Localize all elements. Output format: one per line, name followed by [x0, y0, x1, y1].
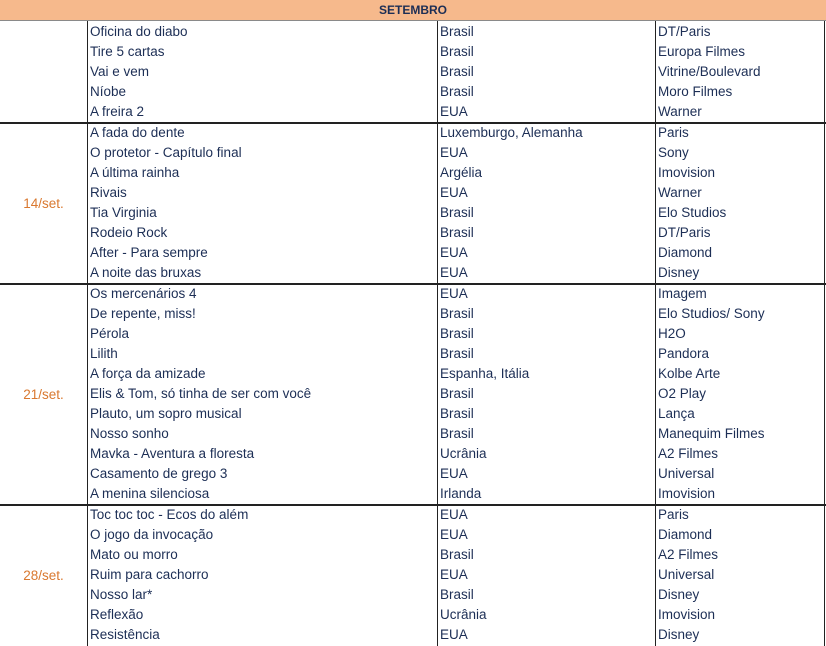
cell-country: EUA: [440, 507, 468, 522]
cell-country: Espanha, Itália: [440, 366, 530, 381]
table-row: [0, 424, 826, 444]
table-row: [0, 123, 826, 143]
table-row: [0, 565, 826, 585]
cell-distributor: Kolbe Arte: [658, 366, 721, 381]
table-row: [0, 163, 826, 183]
cell-country: Brasil: [440, 426, 474, 441]
cell-title: Mavka - Aventura a floresta: [90, 446, 255, 461]
cell-country: EUA: [440, 466, 468, 481]
table-row: [0, 82, 826, 102]
cell-title: De repente, miss!: [90, 306, 196, 321]
cell-distributor: Elo Studios/ Sony: [658, 306, 765, 321]
table-row: [0, 183, 826, 203]
cell-distributor: Elo Studios: [658, 205, 727, 220]
cell-country: Brasil: [440, 24, 474, 39]
cell-country: Brasil: [440, 386, 474, 401]
table-row: [0, 525, 826, 545]
cell-country: EUA: [440, 245, 468, 260]
cell-title: Mato ou morro: [90, 547, 178, 562]
cell-title: A fada do dente: [90, 125, 185, 140]
cell-title: Pérola: [90, 326, 130, 341]
week-date-label: 21/set.: [23, 386, 64, 402]
cell-country: Brasil: [440, 306, 474, 321]
table-row: [0, 505, 826, 525]
cell-country: Brasil: [440, 406, 474, 421]
table-row: [0, 404, 826, 424]
cell-title: Tia Virginia: [90, 205, 157, 220]
cell-country: Brasil: [440, 547, 474, 562]
cell-distributor: Europa Filmes: [658, 44, 746, 59]
month-header: SETEMBRO: [0, 0, 826, 21]
cell-distributor: Imagem: [658, 286, 707, 301]
column-divider: [437, 21, 438, 646]
cell-distributor: Diamond: [658, 245, 713, 260]
cell-distributor: DT/Paris: [658, 24, 711, 39]
cell-country: EUA: [440, 185, 468, 200]
column-divider: [655, 21, 656, 646]
cell-title: Nosso lar*: [90, 587, 153, 602]
group-divider: [0, 122, 826, 124]
cell-distributor: Pandora: [658, 346, 710, 361]
cell-title: Os mercenários 4: [90, 286, 197, 301]
table-row: [0, 42, 826, 62]
cell-distributor: Imovision: [658, 607, 716, 622]
table-row: [0, 304, 826, 324]
cell-country: Brasil: [440, 587, 474, 602]
cell-title: Resistência: [90, 627, 160, 642]
table-row: [0, 263, 826, 283]
cell-title: Níobe: [90, 84, 127, 99]
cell-country: Brasil: [440, 44, 474, 59]
table-row: [0, 22, 826, 42]
cell-title: After - Para sempre: [90, 245, 208, 260]
cell-distributor: A2 Filmes: [658, 446, 719, 461]
cell-country: Ucrânia: [440, 446, 487, 461]
cell-title: A força da amizade: [90, 366, 206, 381]
table-row: [0, 585, 826, 605]
table-row: [0, 605, 826, 625]
table-row: [0, 625, 826, 645]
table-row: [0, 284, 826, 304]
cell-title: A última rainha: [90, 165, 180, 180]
cell-distributor: Diamond: [658, 527, 713, 542]
cell-title: Toc toc toc - Ecos do além: [90, 507, 249, 522]
cell-title: Plauto, um sopro musical: [90, 406, 242, 421]
cell-country: Luxemburgo, Alemanha: [440, 125, 583, 140]
cell-distributor: Universal: [658, 567, 715, 582]
cell-title: A menina silenciosa: [90, 486, 210, 501]
table-row: [0, 384, 826, 404]
cell-title: Rivais: [90, 185, 127, 200]
cell-country: Argélia: [440, 165, 483, 180]
cell-title: Tire 5 cartas: [90, 44, 165, 59]
table-row: [0, 545, 826, 565]
cell-country: Brasil: [440, 84, 474, 99]
cell-distributor: Disney: [658, 627, 700, 642]
table-row: [0, 203, 826, 223]
cell-country: EUA: [440, 627, 468, 642]
cell-distributor: Warner: [658, 104, 702, 119]
cell-distributor: Manequim Filmes: [658, 426, 765, 441]
cell-distributor: Disney: [658, 587, 700, 602]
cell-country: Brasil: [440, 326, 474, 341]
cell-title: O protetor - Capítulo final: [90, 145, 242, 160]
cell-distributor: Disney: [658, 265, 700, 280]
cell-distributor: Paris: [658, 125, 689, 140]
cell-country: Ucrânia: [440, 607, 487, 622]
cell-title: O jogo da invocação: [90, 527, 214, 542]
table-row: [0, 324, 826, 344]
cell-distributor: Imovision: [658, 165, 716, 180]
cell-title: Casamento de grego 3: [90, 466, 228, 481]
column-divider: [824, 21, 825, 646]
cell-title: Elis & Tom, só tinha de ser com você: [90, 386, 312, 401]
table-row: [0, 484, 826, 504]
release-week-group: [0, 123, 826, 283]
group-divider: [0, 283, 826, 285]
cell-country: EUA: [440, 567, 468, 582]
release-week-group: [0, 505, 826, 645]
cell-distributor: Imovision: [658, 486, 716, 501]
cell-country: Brasil: [440, 205, 474, 220]
table-row: [0, 464, 826, 484]
cell-distributor: DT/Paris: [658, 225, 711, 240]
cell-distributor: Vitrine/Boulevard: [658, 64, 761, 79]
cell-distributor: Lança: [658, 406, 695, 421]
cell-title: Oficina do diabo: [90, 24, 188, 39]
cell-country: Brasil: [440, 225, 474, 240]
cell-distributor: Universal: [658, 466, 715, 481]
cell-country: EUA: [440, 527, 468, 542]
column-divider: [87, 21, 88, 646]
release-week-group: [0, 22, 826, 122]
cell-country: Brasil: [440, 346, 474, 361]
cell-country: EUA: [440, 104, 468, 119]
cell-country: EUA: [440, 145, 468, 160]
table-row: [0, 344, 826, 364]
table-row: [0, 62, 826, 82]
cell-title: Lilith: [90, 346, 118, 361]
cell-distributor: Warner: [658, 185, 702, 200]
table-row: [0, 102, 826, 122]
cell-country: EUA: [440, 265, 468, 280]
table-row: [0, 444, 826, 464]
cell-distributor: O2 Play: [658, 386, 707, 401]
table-row: [0, 364, 826, 384]
table-row: [0, 243, 826, 263]
cell-distributor: Paris: [658, 507, 689, 522]
table-row: [0, 143, 826, 163]
cell-country: Brasil: [440, 64, 474, 79]
cell-country: EUA: [440, 286, 468, 301]
cell-distributor: Moro Filmes: [658, 84, 733, 99]
cell-distributor: H2O: [658, 326, 686, 341]
cell-country: Irlanda: [440, 486, 482, 501]
cell-title: Vai e vem: [90, 64, 150, 79]
cell-title: Nosso sonho: [90, 426, 169, 441]
cell-title: Ruim para cachorro: [90, 567, 209, 582]
cell-distributor: A2 Filmes: [658, 547, 719, 562]
week-date-label: 28/set.: [23, 567, 64, 583]
cell-title: Reflexão: [90, 607, 144, 622]
cell-title: Rodeio Rock: [90, 225, 168, 240]
week-date-label: 14/set.: [23, 195, 64, 211]
group-divider: [0, 504, 826, 506]
release-week-group: [0, 284, 826, 504]
cell-title: A freira 2: [90, 104, 145, 119]
cell-distributor: Sony: [658, 145, 689, 160]
table-row: [0, 223, 826, 243]
cell-title: A noite das bruxas: [90, 265, 202, 280]
